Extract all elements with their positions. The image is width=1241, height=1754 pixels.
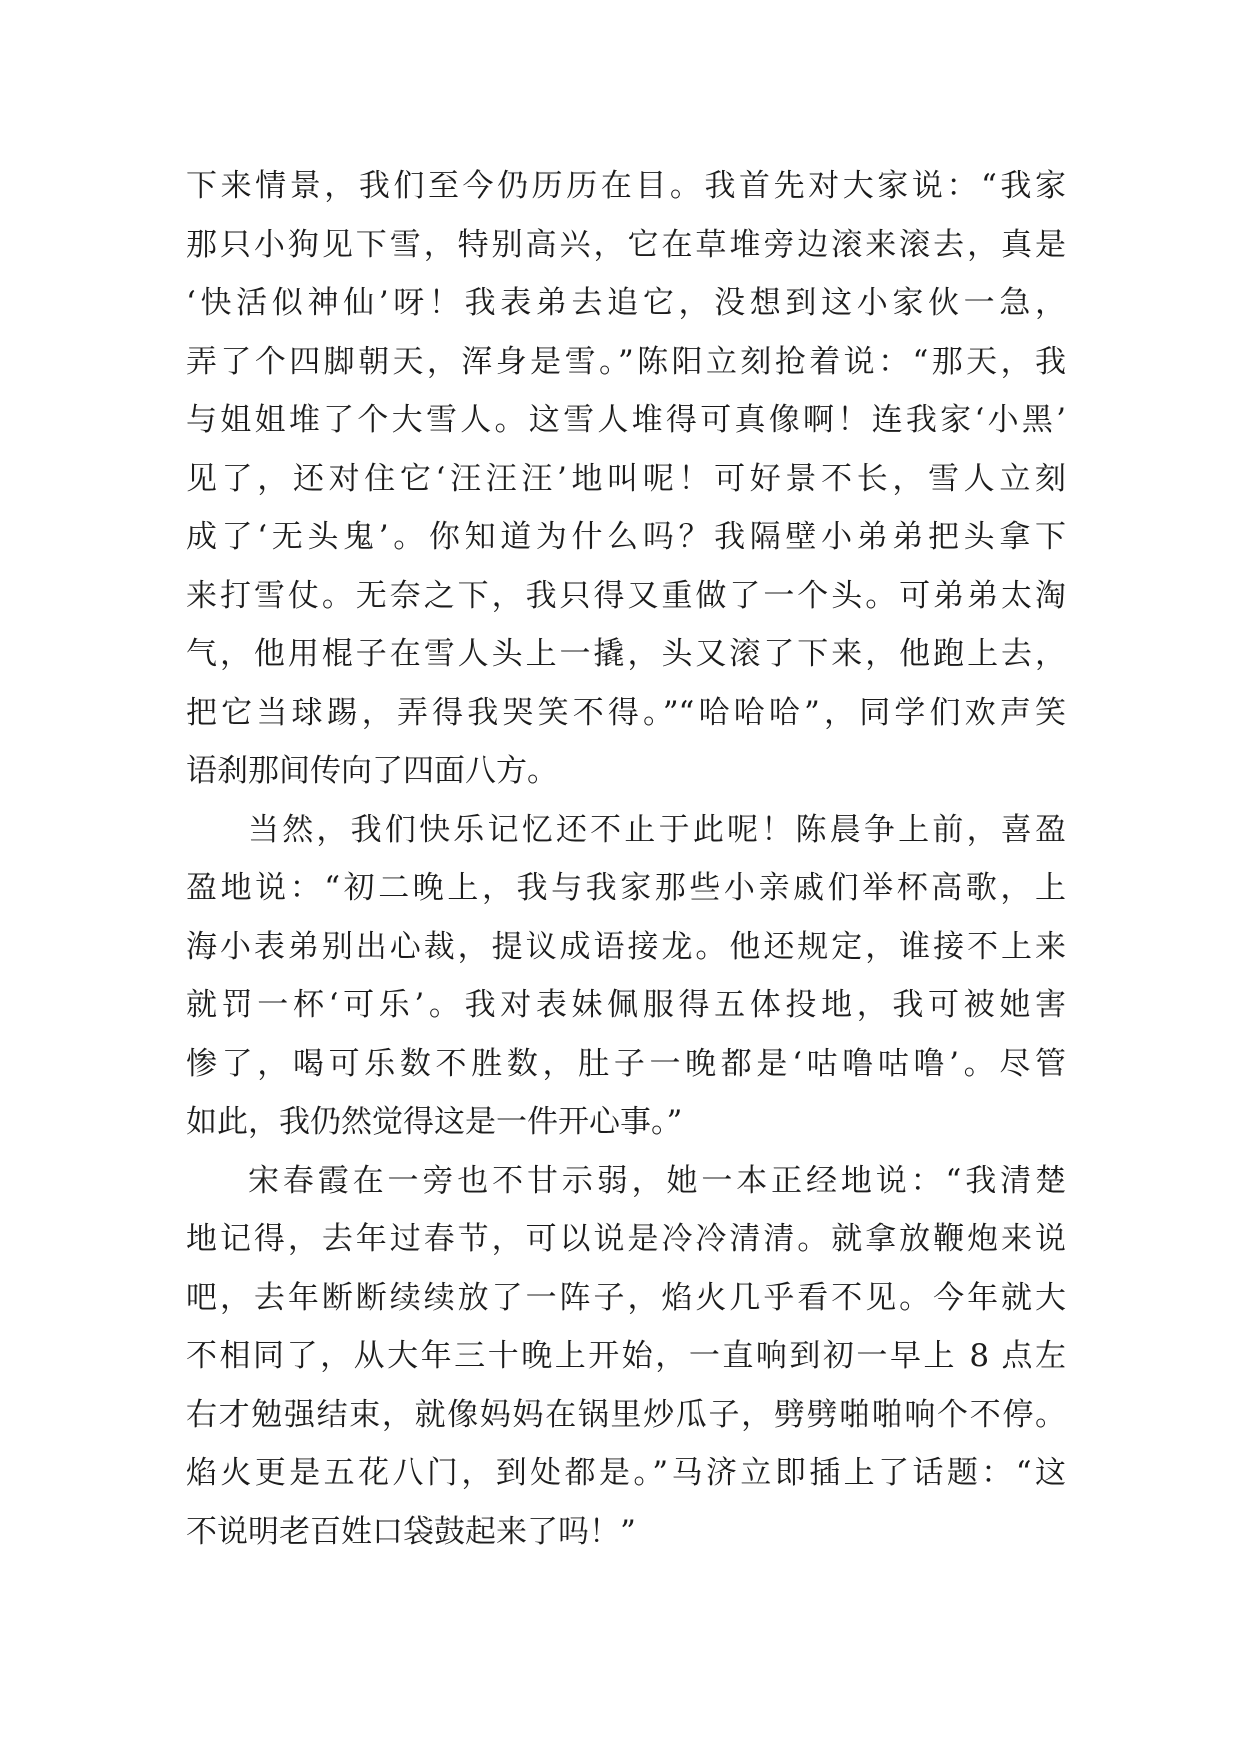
text-line: 与姐姐堆了个大雪人。这雪人堆得可真像啊！连我家‘小黑’ [186,402,1066,438]
paragraph-first-line: 宋春霞在一旁也不甘示弱，她一本正经地说：“我清楚 [248,1162,1066,1199]
text-line: 盈地说：“初二晚上，我与我家那些小亲戚们举杯高歌，上 [186,870,1066,906]
text-line: 就罚一杯‘可乐’。我对表妹佩服得五体投地，我可被她害 [186,987,1066,1023]
text-line: 不相同了，从大年三十晚上开始，一直响到初一早上 8 点左 [186,1338,1066,1374]
text-line: ‘快活似神仙’呀！我表弟去追它，没想到这小家伙一急， [186,285,1066,321]
text-line: 气，他用棍子在雪人头上一撬，头又滚了下来，他跑上去， [186,636,1066,672]
text-line: 不说明老百姓口袋鼓起来了吗！” [186,1513,636,1550]
text-line: 弄了个四脚朝天，浑身是雪。”陈阳立刻抢着说：“那天，我 [186,343,1066,380]
text-line: 那只小狗见下雪，特别高兴，它在草堆旁边滚来滚去，真是 [186,226,1066,263]
text-line: 来打雪仗。无奈之下，我只得又重做了一个头。可弟弟太淘 [186,577,1066,614]
text-line: 焰火更是五花八门，到处都是。”马济立即插上了话题：“这 [186,1455,1066,1491]
text-line: 地记得，去年过春节，可以说是冷冷清清。就拿放鞭炮来说 [186,1221,1066,1257]
paragraph-first-line: 当然，我们快乐记忆还不止于此呢！陈晨争上前，喜盈 [248,811,1066,848]
text-line: 见了，还对住它‘汪汪汪’地叫呢！可好景不长，雪人立刻 [186,460,1066,497]
document-body [186,157,1066,1561]
text-line: 如此，我仍然觉得这是一件开心事。” [186,1104,683,1140]
text-line: 海小表弟别出心裁，提议成语接龙。他还规定，谁接不上来 [186,928,1066,965]
text-line: 把它当球踢，弄得我哭笑不得。”“哈哈哈”，同学们欢声笑 [186,694,1066,731]
text-line: 语刹那间传向了四面八方。 [186,753,558,789]
text-line: 右才勉强结束，就像妈妈在锅里炒瓜子，劈劈啪啪响个不停。 [186,1396,1066,1433]
text-line: 惨了，喝可乐数不胜数，肚子一晚都是‘咕噜咕噜’。尽管 [186,1045,1066,1082]
text-line: 下来情景，我们至今仍历历在目。我首先对大家说：“我家 [186,168,1066,204]
text-line: 成了‘无头鬼’。你知道为什么吗？我隔壁小弟弟把头拿下 [186,519,1066,555]
text-line: 吧，去年断断续续放了一阵子，焰火几乎看不见。今年就大 [186,1279,1066,1316]
